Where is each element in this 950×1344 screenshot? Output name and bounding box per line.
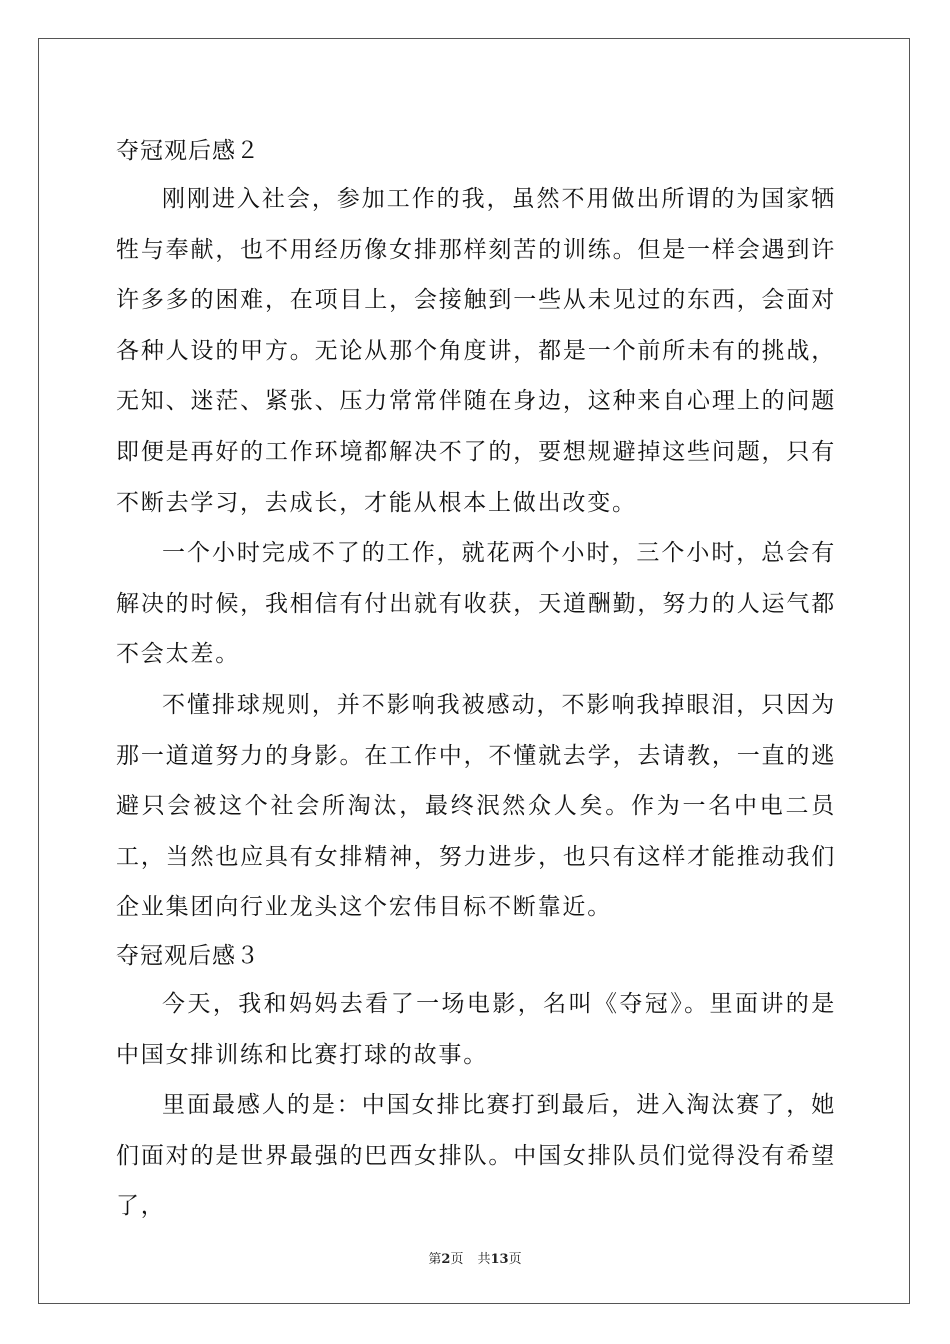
section-title: 夺冠观后感２ [116,138,260,164]
current-page-number: 2 [441,1252,451,1267]
page-unit: 页 [450,1252,464,1267]
total-page-count: 13 [490,1252,509,1267]
paragraph: 不懂排球规则，并不影响我被感动，不影响我掉眼泪，只因为那一道道努力的身影。在工作中，不懂就去学，去请教，一直的逃避只会被这个社会所淘汰，最终泯然众人矣。作为一名中电二员工，当然也应具有女排精神，努力进步，也只有这样才能推动我们企业集团向行业龙头这个宏伟目标不断靠近。 [116,691,836,921]
total-prefix: 共 [477,1252,491,1267]
total-unit: 页 [508,1252,522,1267]
section-title: 夺冠观后感３ [116,942,260,969]
paragraph: 今天，我和妈妈去看了一场电影，名叫《夺冠》。里面讲的是中国女排训练和比赛打球的故事。 [116,990,836,1068]
page-footer [0,1248,950,1267]
paragraph: 一个小时完成不了的工作，就花两个小时，三个小时，总会有解决的时候，我相信有付出就有收获，天道酬勤，努力的人运气都不会太差。 [116,540,836,668]
paragraph: 里面最感人的是：中国女排比赛打到最后，进入淘汰赛了，她们面对的是世界最强的巴西女排队。中国女排队员们觉得没有希望了， [116,1092,836,1220]
document-body [116,128,836,1232]
page-prefix: 第 [428,1252,442,1267]
paragraph: 刚刚进入社会，参加工作的我，虽然不用做出所谓的为国家牺牲与奉献，也不用经历像女排那样刻苦的训练。但是一样会遇到许许多多的困难，在项目上，会接触到一些从未见过的东西，会面对各种人设的甲方。无论从那个角度讲，都是一个前所未有的挑战，无知、迷茫、紧张、压力常常伴随在身边，这种来自心理上的问题即便是再好的工作环境都解决不了的，要想规避掉这些问题，只有不断去学习，去成长，才能从根本上做出改变。 [116,186,836,516]
